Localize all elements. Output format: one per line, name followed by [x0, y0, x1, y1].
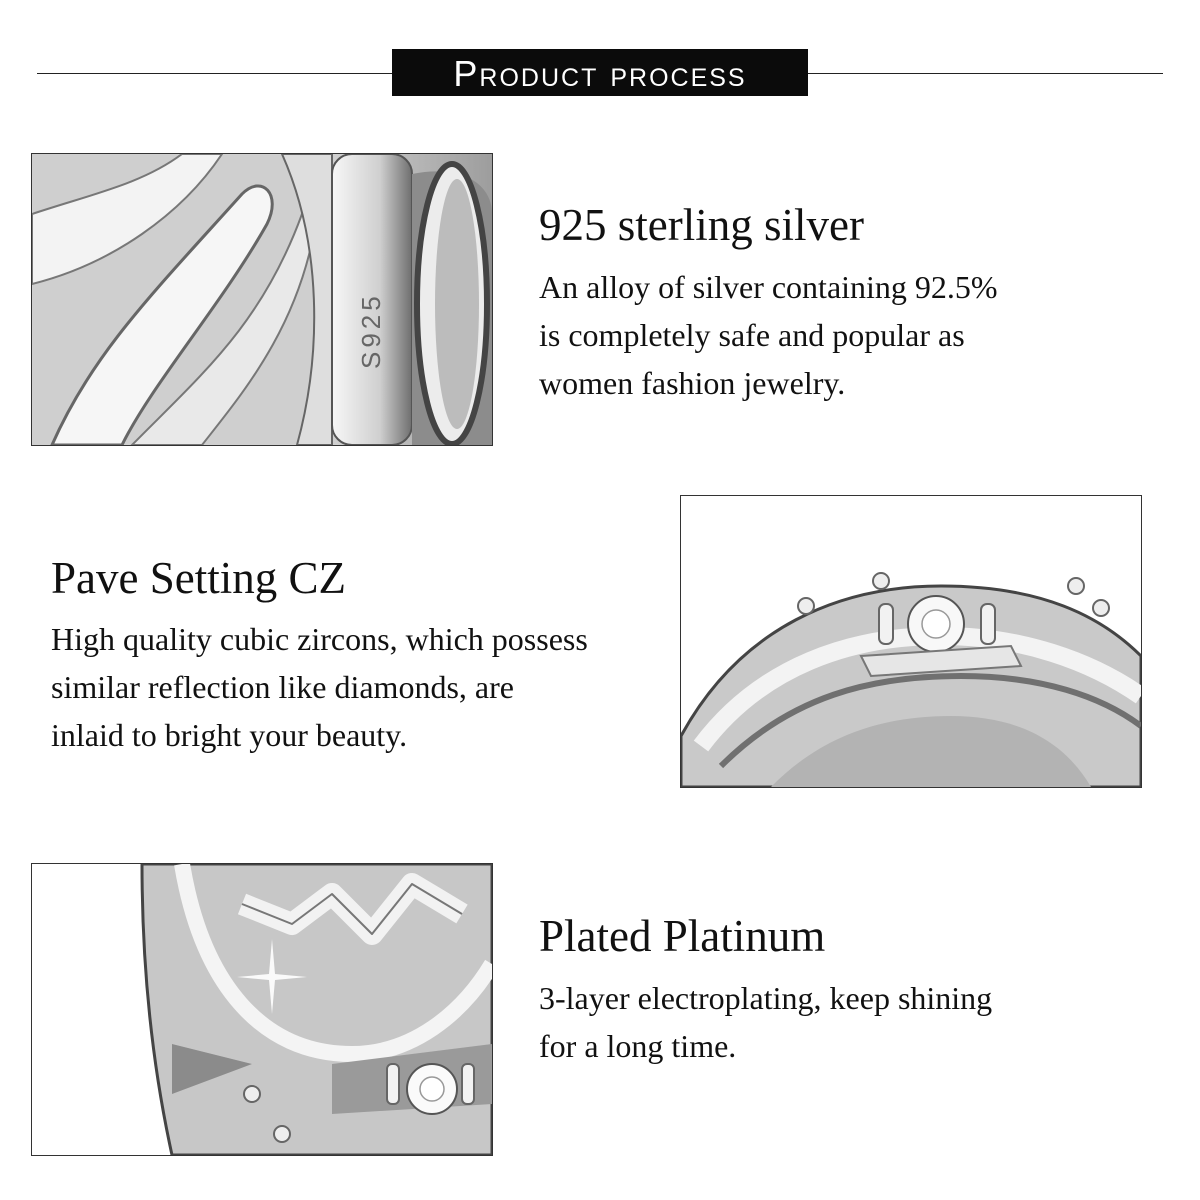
- description-line: women fashion jewelry.: [539, 365, 846, 401]
- description-line: High quality cubic zircons, which possess: [51, 621, 588, 657]
- feature-heading-platinum: Plated Platinum: [539, 911, 826, 961]
- feature-description-platinum: [539, 974, 992, 1070]
- description-line: for a long time.: [539, 1028, 737, 1064]
- section-title-banner: Product process: [392, 49, 808, 96]
- feature-description-pave: [51, 615, 588, 759]
- feature-description-silver: [539, 263, 998, 407]
- header-rule-left: [37, 73, 392, 74]
- pave-setting-photo: [680, 495, 1142, 788]
- feature-heading-silver: 925 sterling silver: [539, 200, 864, 250]
- header-rule-right: [808, 73, 1163, 74]
- description-line: An alloy of silver containing 92.5%: [539, 269, 998, 305]
- description-line: 3-layer electroplating, keep shining: [539, 980, 993, 1016]
- description-line: inlaid to bright your beauty.: [51, 717, 408, 753]
- feature-heading-pave: Pave Setting CZ: [51, 553, 346, 603]
- description-line: is completely safe and popular as: [539, 317, 965, 353]
- sterling-silver-photo: [31, 153, 493, 446]
- plated-platinum-photo: [31, 863, 493, 1156]
- s925-engraving: S925: [356, 292, 386, 369]
- description-line: similar reflection like diamonds, are: [51, 669, 514, 705]
